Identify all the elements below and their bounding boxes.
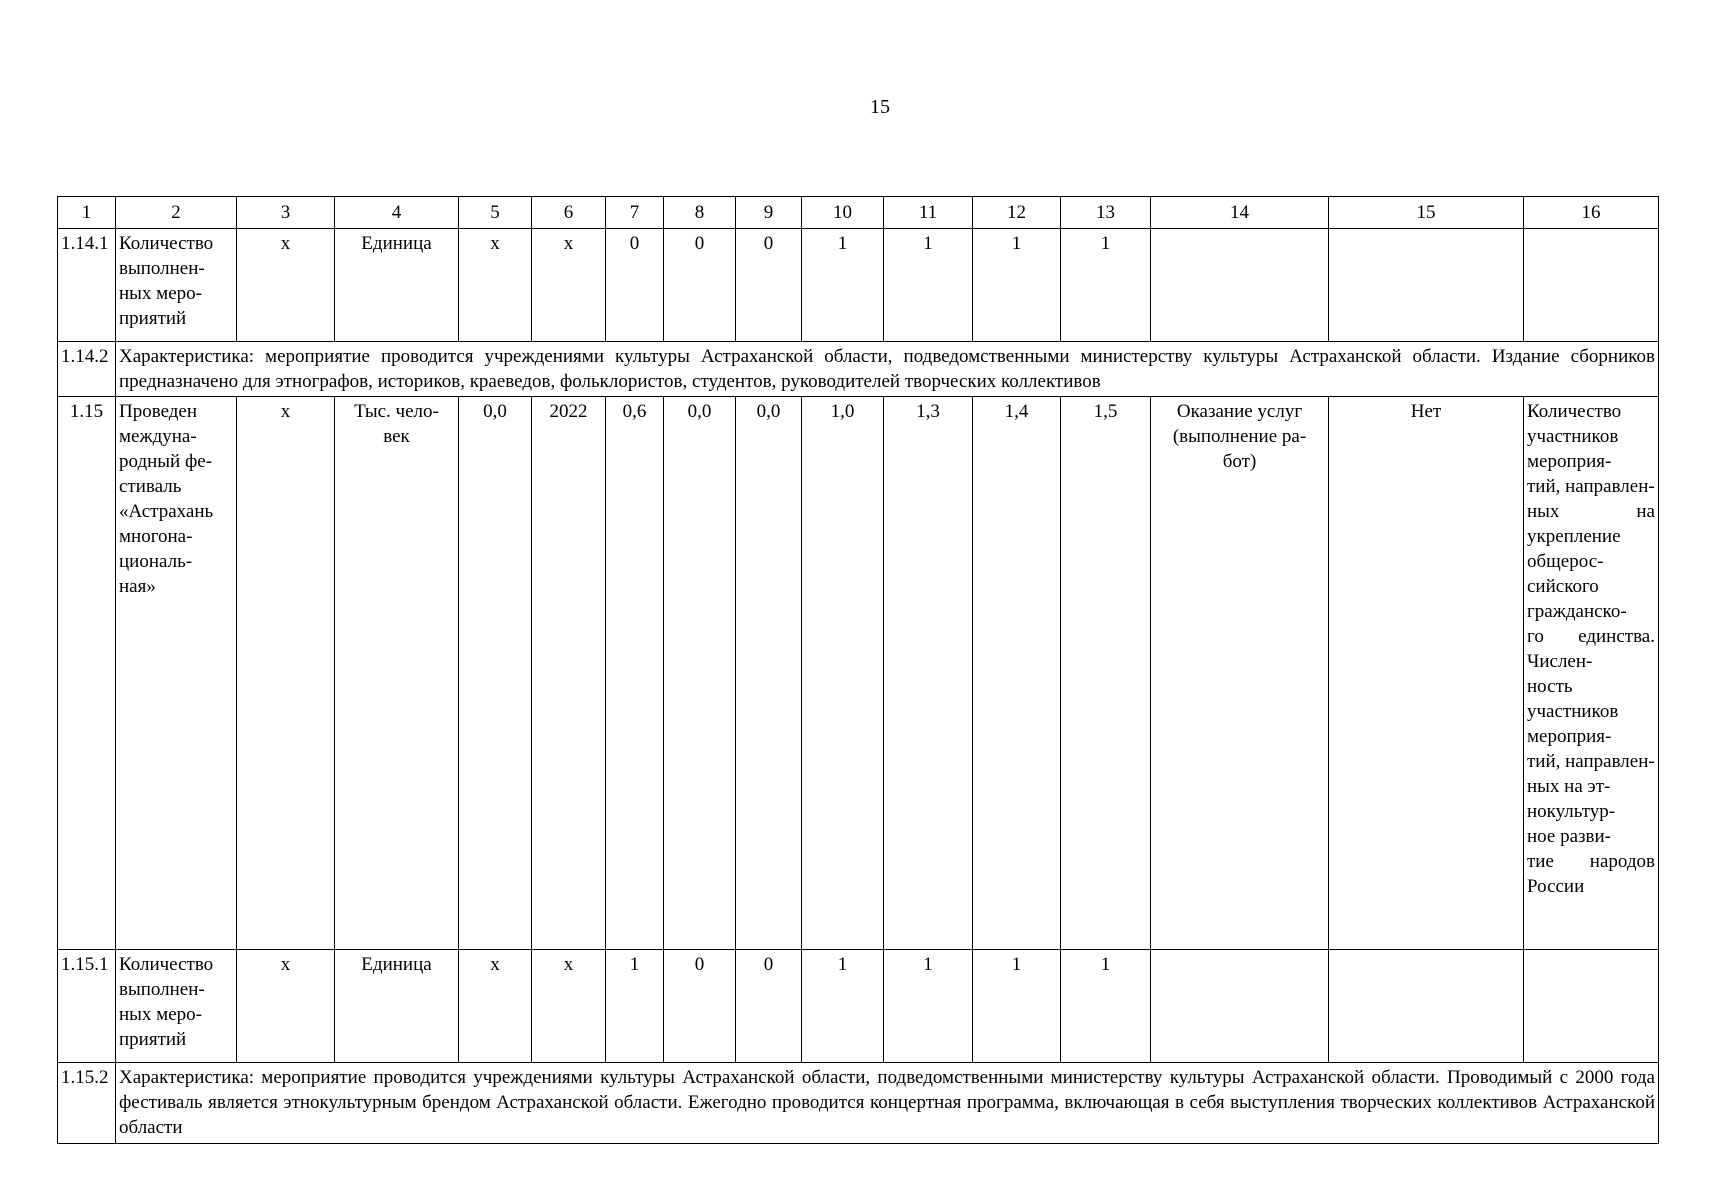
table-header-row (58, 197, 1659, 229)
indicators-table (57, 196, 1659, 1144)
table-cell: 1 (606, 950, 664, 1063)
characteristic-text: Характеристика: мероприятие проводится учреждениями культуры Астраханской области, подведомственными министерству культуры Астраханской области. Проводимый с 2000 года фестиваль является этнокультурным брендом Астраханской области. Ежегодно проводится концертная программа, включающая в себя выступления творческих коллективов Астраханской области (116, 1063, 1659, 1144)
row-id: 1.14.1 (58, 229, 116, 342)
table-cell: 0 (664, 950, 736, 1063)
table-cell: 0,0 (664, 397, 736, 950)
table-cell: 1 (884, 229, 973, 342)
header-cell: 2 (116, 197, 237, 229)
row-id: 1.15.2 (58, 1063, 116, 1144)
table-cell: x (237, 229, 335, 342)
unit-cell: Единица (335, 950, 459, 1063)
header-cell: 7 (606, 197, 664, 229)
table-row (58, 950, 1659, 1063)
table-cell: 0 (736, 950, 802, 1063)
header-cell: 1 (58, 197, 116, 229)
table-cell: x (237, 950, 335, 1063)
table-cell: 1 (973, 229, 1061, 342)
table-cell: 0 (664, 229, 736, 342)
table-cell: 0 (606, 229, 664, 342)
header-cell: 15 (1329, 197, 1524, 229)
unit-cell: Тыс. чело- век (335, 397, 459, 950)
header-cell: 8 (664, 197, 736, 229)
header-cell: 4 (335, 197, 459, 229)
table-cell: 2022 (532, 397, 606, 950)
table-row (58, 342, 1659, 397)
table-cell (1524, 950, 1659, 1063)
characteristic-text: Характеристика: мероприятие проводится учреждениями культуры Астраханской области, подведомственными министерству культуры Астраханской области. Издание сборников предназначено для этнографов, историков, краеведов, фольклористов, студентов, руководителей творческих коллективов (116, 342, 1659, 397)
header-cell: 12 (973, 197, 1061, 229)
table-cell: 1 (802, 950, 884, 1063)
table-cell: 0 (736, 229, 802, 342)
page-number: 15 (870, 96, 890, 118)
header-cell: 16 (1524, 197, 1659, 229)
table-cell: 1 (973, 950, 1061, 1063)
service-type-cell: Оказание услуг (выполнение ра- бот) (1151, 397, 1329, 950)
header-cell: 11 (884, 197, 973, 229)
table-cell: 1 (1061, 950, 1151, 1063)
table-cell: x (532, 950, 606, 1063)
unit-cell: Единица (335, 229, 459, 342)
header-cell: 9 (736, 197, 802, 229)
indicator-name: Проведен междуна- родный фе- стиваль «Астрахань многона- циональ- ная» (116, 397, 237, 950)
header-cell: 13 (1061, 197, 1151, 229)
table-cell: 1 (802, 229, 884, 342)
table-cell (1524, 229, 1659, 342)
header-cell: 3 (237, 197, 335, 229)
table-cell: 1 (1061, 229, 1151, 342)
row-id: 1.15.1 (58, 950, 116, 1063)
table-cell: 1,3 (884, 397, 973, 950)
table-cell: 1,0 (802, 397, 884, 950)
header-cell: 6 (532, 197, 606, 229)
header-cell: 5 (459, 197, 532, 229)
header-cell: 10 (802, 197, 884, 229)
table-cell: 1,5 (1061, 397, 1151, 950)
indicator-name: Количество выполнен- ных меро- приятий (116, 229, 237, 342)
table-row (58, 397, 1659, 950)
table-row (58, 1063, 1659, 1144)
table-cell (1329, 229, 1524, 342)
table-row (58, 229, 1659, 342)
table-cell: 0,0 (459, 397, 532, 950)
row-id: 1.15 (58, 397, 116, 950)
header-cell: 14 (1151, 197, 1329, 229)
table-cell: 0,6 (606, 397, 664, 950)
table-cell: Нет (1329, 397, 1524, 950)
table-cell: x (237, 397, 335, 950)
row-id: 1.14.2 (58, 342, 116, 397)
table-cell (1151, 229, 1329, 342)
table-cell: x (459, 950, 532, 1063)
table-cell: 0,0 (736, 397, 802, 950)
description-cell: Количество участников мероприя- тий, направлен- ных на укрепление общерос- сийского гражданско- го единства. Числен- ность участников мероприя- тий, направлен- ных на эт- нокультур- ное разви- тие народов России (1524, 397, 1659, 950)
table-cell: 1,4 (973, 397, 1061, 950)
table-cell: x (532, 229, 606, 342)
table-cell: 1 (884, 950, 973, 1063)
indicator-name: Количество выполнен- ных меро- приятий (116, 950, 237, 1063)
table-cell (1329, 950, 1524, 1063)
table-cell: x (459, 229, 532, 342)
table-cell (1151, 950, 1329, 1063)
